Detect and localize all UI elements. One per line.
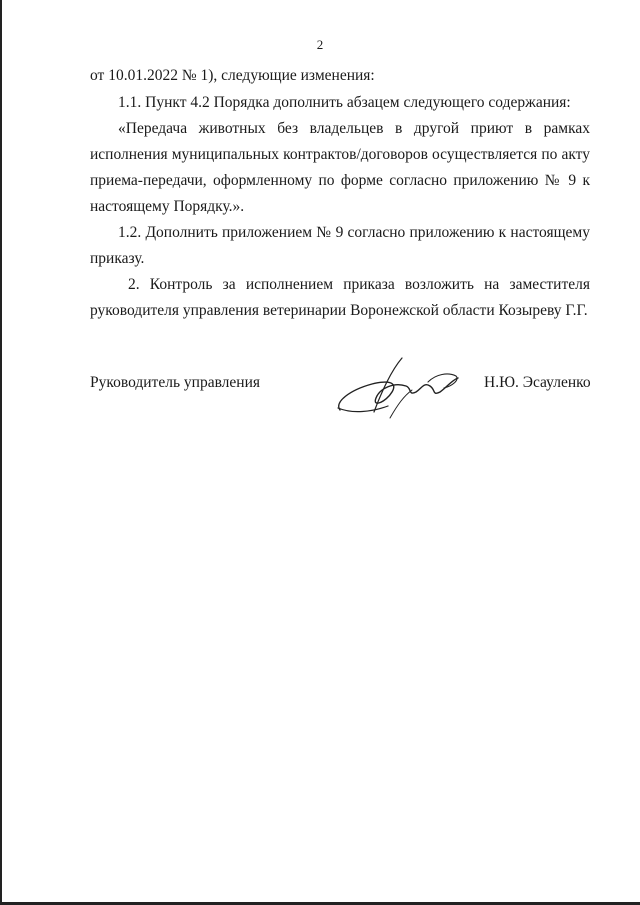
signature-role: Руководитель управления xyxy=(90,374,261,391)
body-line-8: приказу. xyxy=(90,250,145,267)
body-line-7: 1.2. Дополнить приложением № 9 согласно приложению к настоящему xyxy=(118,224,590,241)
body-line-2: 1.1. Пункт 4.2 Порядка дополнить абзацем следующего содержания: xyxy=(118,94,571,111)
body-line-10: руководителя управления ветеринарии Воронежской области Козыреву Г.Г. xyxy=(90,302,588,319)
body-line-6: настоящему Порядку.». xyxy=(90,198,245,215)
body-line-9: 2. Контроль за исполнением приказа возложить на заместителя xyxy=(128,276,590,293)
body-line-3: «Передача животных без владельцев в другой приют в рамках xyxy=(118,120,590,137)
handwritten-signature xyxy=(332,352,464,420)
body-line-5: приема-передачи, оформленному по форме согласно приложению № 9 к xyxy=(90,172,590,189)
signature-name: Н.Ю. Эсауленко xyxy=(484,374,591,391)
body-line-4: исполнения муниципальных контрактов/договоров осуществляется по акту xyxy=(90,146,590,163)
page-number: 2 xyxy=(316,37,324,52)
scan-edge-left xyxy=(0,0,2,905)
body-line-1: от 10.01.2022 № 1), следующие изменения: xyxy=(90,67,375,84)
